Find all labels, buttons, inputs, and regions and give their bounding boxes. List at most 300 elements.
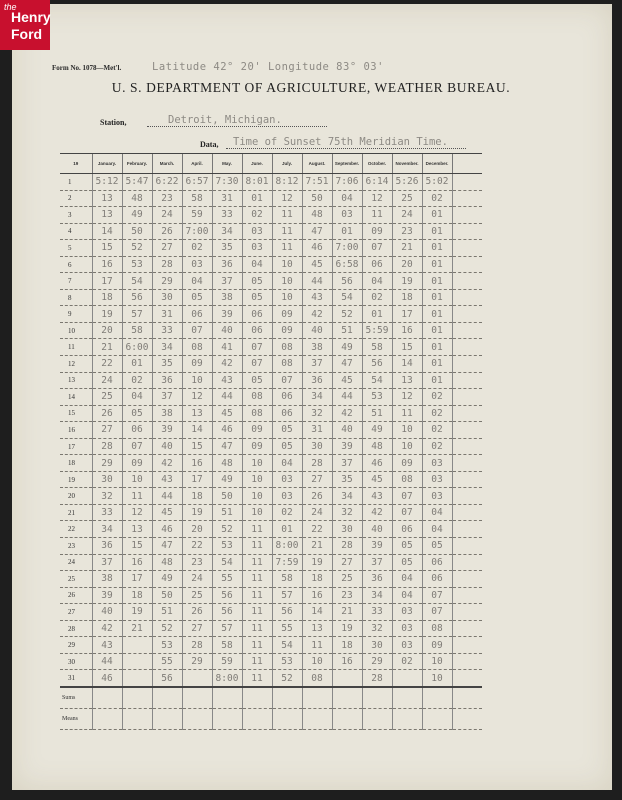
blank-cell: [362, 708, 392, 729]
table-cell: 06: [182, 306, 212, 323]
table-cell: 27: [182, 620, 212, 637]
table-cell: 42: [362, 504, 392, 521]
table-cell: 07: [182, 322, 212, 339]
table-cell: 03: [422, 471, 452, 488]
table-cell: 01: [422, 240, 452, 257]
table-row: [60, 604, 482, 621]
blank-cell: [452, 571, 482, 588]
table-cell: 5:26: [392, 174, 422, 191]
table-cell: 26: [152, 223, 182, 240]
table-cell: 18: [122, 587, 152, 604]
day-number: 26: [60, 587, 92, 604]
station-value: Detroit, Michigan.: [168, 114, 282, 126]
table-cell: 58: [362, 339, 392, 356]
table-row: [60, 538, 482, 555]
blank-cell: [122, 687, 152, 709]
table-cell: 10: [392, 438, 422, 455]
table-cell: 13: [92, 190, 122, 207]
table-cell: 33: [362, 604, 392, 621]
table-cell: 55: [152, 653, 182, 670]
table-row: [60, 471, 482, 488]
table-cell: 08: [272, 356, 302, 373]
table-cell: 54: [332, 289, 362, 306]
table-cell: 01: [242, 190, 272, 207]
table-cell: 02: [182, 240, 212, 257]
table-cell: 6:14: [362, 174, 392, 191]
table-cell: 14: [182, 422, 212, 439]
table-row: [60, 240, 482, 257]
table-cell: 08: [242, 405, 272, 422]
table-cell: 6:58: [332, 256, 362, 273]
table-cell: 22: [182, 538, 212, 555]
table-cell: 5:47: [122, 174, 152, 191]
table-cell: 38: [152, 405, 182, 422]
table-cell: 30: [302, 438, 332, 455]
table-cell: 47: [152, 538, 182, 555]
table-cell: 20: [392, 256, 422, 273]
table-cell: 05: [392, 554, 422, 571]
table-cell: 42: [152, 455, 182, 472]
table-cell: 37: [92, 554, 122, 571]
month-header: October.: [362, 154, 392, 174]
month-header: June.: [242, 154, 272, 174]
blank-cell: [452, 708, 482, 729]
table-cell: 01: [422, 306, 452, 323]
blank-cell: [272, 708, 302, 729]
blank-cell: [452, 438, 482, 455]
blank-cell: [272, 687, 302, 709]
table-cell: 25: [332, 571, 362, 588]
table-cell: 51: [362, 405, 392, 422]
table-cell: 08: [272, 339, 302, 356]
table-cell: 15: [122, 538, 152, 555]
table-cell: 11: [272, 223, 302, 240]
table-row: [60, 190, 482, 207]
table-cell: 7:30: [212, 174, 242, 191]
table-cell: 05: [242, 273, 272, 290]
table-cell: 19: [332, 620, 362, 637]
table-cell: 01: [422, 273, 452, 290]
table-cell: 31: [302, 422, 332, 439]
table-cell: 03: [422, 455, 452, 472]
table-cell: 29: [182, 653, 212, 670]
table-cell: 34: [362, 587, 392, 604]
table-cell: 23: [332, 587, 362, 604]
table-cell: 53: [362, 389, 392, 406]
table-cell: 06: [122, 422, 152, 439]
year-header: 19: [60, 154, 92, 174]
table-row: [60, 289, 482, 306]
table-cell: 40: [302, 322, 332, 339]
table-cell: 11: [362, 207, 392, 224]
table-cell: 48: [302, 207, 332, 224]
day-number: 6: [60, 256, 92, 273]
table-row: [60, 587, 482, 604]
table-cell: 37: [302, 356, 332, 373]
table-cell: 7:00: [182, 223, 212, 240]
table-cell: 07: [362, 240, 392, 257]
table-cell: 03: [242, 240, 272, 257]
blank-cell: [452, 422, 482, 439]
table-cell: 05: [392, 538, 422, 555]
table-cell: 09: [272, 322, 302, 339]
month-header: September.: [332, 154, 362, 174]
table-cell: 11: [242, 521, 272, 538]
table-cell: 39: [332, 438, 362, 455]
table-cell: 11: [242, 587, 272, 604]
table-cell: 09: [182, 356, 212, 373]
table-cell: 10: [242, 504, 272, 521]
table-cell: 02: [242, 207, 272, 224]
table-row: [60, 372, 482, 389]
day-number: 20: [60, 488, 92, 505]
form-number: Form No. 1078—Met'l.: [52, 64, 122, 72]
table-cell: 31: [152, 306, 182, 323]
blank-cell: [122, 708, 152, 729]
table-cell: 11: [272, 240, 302, 257]
table-cell: 16: [332, 653, 362, 670]
table-cell: 04: [362, 273, 392, 290]
table-cell: 24: [302, 504, 332, 521]
table-cell: 08: [422, 620, 452, 637]
table-cell: 45: [152, 504, 182, 521]
blank-cell: [452, 587, 482, 604]
page-title: U. S. DEPARTMENT OF AGRICULTURE, WEATHER BUREAU.: [111, 80, 511, 95]
table-cell: 27: [302, 471, 332, 488]
table-cell: 56: [122, 289, 152, 306]
blank-cell: [452, 289, 482, 306]
table-cell: 10: [272, 273, 302, 290]
table-cell: 36: [92, 538, 122, 555]
table-cell: 12: [272, 190, 302, 207]
table-cell: [332, 670, 362, 687]
day-number: 21: [60, 504, 92, 521]
table-cell: 17: [92, 273, 122, 290]
table-cell: 44: [302, 273, 332, 290]
day-number: 25: [60, 571, 92, 588]
table-cell: 46: [152, 521, 182, 538]
day-number: 1: [60, 174, 92, 191]
table-cell: 01: [422, 356, 452, 373]
table-cell: 41: [212, 339, 242, 356]
sums-row: [60, 687, 482, 709]
table-cell: 03: [182, 256, 212, 273]
table-cell: 04: [422, 504, 452, 521]
table-cell: 38: [92, 571, 122, 588]
table-cell: 49: [122, 207, 152, 224]
table-cell: 42: [332, 405, 362, 422]
data-label: Data,: [200, 140, 219, 149]
table-cell: 54: [272, 637, 302, 654]
table-cell: 05: [272, 438, 302, 455]
blank-cell: [452, 223, 482, 240]
blank-cell: [452, 455, 482, 472]
table-row: [60, 554, 482, 571]
table-cell: 5:02: [422, 174, 452, 191]
table-cell: 01: [422, 339, 452, 356]
blank-cell: [152, 708, 182, 729]
table-cell: 59: [182, 207, 212, 224]
table-cell: 19: [392, 273, 422, 290]
table-cell: 44: [332, 389, 362, 406]
blank-cell: [92, 687, 122, 709]
table-cell: 16: [392, 322, 422, 339]
table-cell: 48: [212, 455, 242, 472]
table-cell: 16: [302, 587, 332, 604]
table-cell: 30: [332, 521, 362, 538]
table-cell: 11: [392, 405, 422, 422]
station-label: Station,: [100, 118, 127, 127]
table-cell: 04: [182, 273, 212, 290]
blank-cell: [152, 687, 182, 709]
table-cell: 16: [92, 256, 122, 273]
table-cell: 09: [122, 455, 152, 472]
blank-cell: [332, 708, 362, 729]
blank-cell: [302, 708, 332, 729]
table-cell: 51: [212, 504, 242, 521]
table-cell: 04: [122, 389, 152, 406]
table-cell: 02: [362, 289, 392, 306]
table-cell: 35: [212, 240, 242, 257]
day-number: 9: [60, 306, 92, 323]
day-number: 27: [60, 604, 92, 621]
table-cell: 11: [242, 604, 272, 621]
table-cell: [122, 637, 152, 654]
table-cell: 55: [212, 571, 242, 588]
table-cell: 11: [242, 620, 272, 637]
table-cell: 42: [302, 306, 332, 323]
table-cell: 7:06: [332, 174, 362, 191]
table-cell: 57: [122, 306, 152, 323]
table-cell: 56: [332, 273, 362, 290]
table-row: [60, 620, 482, 637]
table-cell: 30: [152, 289, 182, 306]
table-cell: 32: [92, 488, 122, 505]
table-cell: 33: [212, 207, 242, 224]
table-cell: 28: [182, 637, 212, 654]
table-cell: 52: [332, 306, 362, 323]
day-number: 12: [60, 356, 92, 373]
table-cell: 02: [422, 438, 452, 455]
day-number: 30: [60, 653, 92, 670]
table-cell: 06: [392, 521, 422, 538]
table-cell: 10: [392, 422, 422, 439]
table-cell: 27: [332, 554, 362, 571]
table-cell: 33: [152, 322, 182, 339]
table-row: [60, 174, 482, 191]
table-cell: 8:12: [272, 174, 302, 191]
table-cell: 59: [212, 653, 242, 670]
table-cell: 56: [212, 604, 242, 621]
data-value: Time of Sunset 75th Meridian Time.: [233, 136, 448, 148]
table-cell: 58: [212, 637, 242, 654]
table-cell: 01: [272, 521, 302, 538]
table-cell: 47: [302, 223, 332, 240]
table-cell: 33: [92, 504, 122, 521]
table-cell: 52: [122, 240, 152, 257]
table-cell: 03: [422, 488, 452, 505]
table-cell: 40: [152, 438, 182, 455]
table-cell: 11: [242, 653, 272, 670]
table-cell: 49: [332, 339, 362, 356]
table-cell: 35: [152, 356, 182, 373]
month-header: February.: [122, 154, 152, 174]
day-number: 28: [60, 620, 92, 637]
table-cell: 43: [92, 637, 122, 654]
table-cell: 01: [422, 256, 452, 273]
table-cell: 36: [362, 571, 392, 588]
table-row: [60, 256, 482, 273]
table-cell: 18: [302, 571, 332, 588]
table-cell: 52: [152, 620, 182, 637]
table-cell: 30: [92, 471, 122, 488]
table-cell: 19: [92, 306, 122, 323]
table-cell: 05: [122, 405, 152, 422]
day-number: 3: [60, 207, 92, 224]
day-number: 4: [60, 223, 92, 240]
day-number: 8: [60, 289, 92, 306]
table-cell: 50: [302, 190, 332, 207]
table-row: [60, 306, 482, 323]
table-cell: 50: [152, 587, 182, 604]
table-cell: 45: [332, 372, 362, 389]
table-cell: 08: [392, 471, 422, 488]
table-cell: 09: [362, 223, 392, 240]
table-row: [60, 521, 482, 538]
table-cell: 24: [392, 207, 422, 224]
blank-cell: [452, 521, 482, 538]
table-cell: 02: [422, 389, 452, 406]
table-cell: 38: [212, 289, 242, 306]
table-cell: 39: [212, 306, 242, 323]
table-cell: 42: [212, 356, 242, 373]
table-cell: 01: [422, 289, 452, 306]
table-cell: 50: [212, 488, 242, 505]
table-cell: 47: [212, 438, 242, 455]
table-cell: 52: [212, 521, 242, 538]
table-cell: 01: [422, 207, 452, 224]
table-cell: 21: [122, 620, 152, 637]
table-cell: 42: [92, 620, 122, 637]
table-cell: 43: [362, 488, 392, 505]
table-cell: 06: [422, 554, 452, 571]
blank-header: [452, 154, 482, 174]
station-underline: [147, 126, 327, 127]
table-cell: 48: [362, 438, 392, 455]
table-cell: 23: [182, 554, 212, 571]
table-cell: 02: [122, 372, 152, 389]
day-number: 5: [60, 240, 92, 257]
blank-cell: [452, 488, 482, 505]
table-cell: 04: [422, 521, 452, 538]
table-row: [60, 223, 482, 240]
table-cell: [392, 670, 422, 687]
table-cell: 20: [182, 521, 212, 538]
table-cell: 12: [182, 389, 212, 406]
table-cell: 51: [152, 604, 182, 621]
blank-cell: [242, 708, 272, 729]
blank-cell: [92, 708, 122, 729]
blank-cell: [452, 604, 482, 621]
table-row: [60, 207, 482, 224]
table-cell: 09: [422, 637, 452, 654]
blank-cell: [452, 389, 482, 406]
table-cell: 5:59: [362, 322, 392, 339]
table-cell: 54: [122, 273, 152, 290]
logo-henry: Henry: [11, 9, 51, 25]
table-cell: 02: [422, 190, 452, 207]
table-cell: 49: [212, 471, 242, 488]
table-cell: 11: [122, 488, 152, 505]
day-number: 7: [60, 273, 92, 290]
table-cell: 02: [392, 653, 422, 670]
table-cell: 28: [152, 256, 182, 273]
table-cell: 07: [392, 488, 422, 505]
table-cell: 28: [92, 438, 122, 455]
table-cell: 46: [212, 422, 242, 439]
table-cell: 01: [422, 322, 452, 339]
table-cell: 09: [272, 306, 302, 323]
table-cell: 24: [92, 372, 122, 389]
table-cell: 38: [302, 339, 332, 356]
means-label: Means: [60, 708, 92, 729]
table-row: [60, 438, 482, 455]
table-cell: 43: [212, 372, 242, 389]
blank-cell: [302, 687, 332, 709]
day-number: 31: [60, 670, 92, 687]
table-cell: 19: [182, 504, 212, 521]
table-cell: 6:00: [122, 339, 152, 356]
table-cell: 7:59: [272, 554, 302, 571]
blank-cell: [452, 620, 482, 637]
table-cell: 14: [92, 223, 122, 240]
blank-cell: [392, 708, 422, 729]
table-row: [60, 455, 482, 472]
table-cell: 34: [92, 521, 122, 538]
means-row: [60, 708, 482, 729]
table-cell: 01: [422, 372, 452, 389]
table-body: [60, 174, 482, 730]
table-row: [60, 653, 482, 670]
blank-cell: [452, 405, 482, 422]
blank-cell: [212, 687, 242, 709]
table-cell: 18: [392, 289, 422, 306]
table-cell: 36: [302, 372, 332, 389]
table-cell: 15: [392, 339, 422, 356]
table-cell: 10: [302, 653, 332, 670]
table-cell: 5:12: [92, 174, 122, 191]
table-cell: 36: [212, 256, 242, 273]
table-cell: 10: [272, 289, 302, 306]
table-cell: 06: [272, 405, 302, 422]
blank-cell: [452, 306, 482, 323]
table-cell: [182, 670, 212, 687]
table-cell: 08: [182, 339, 212, 356]
blank-cell: [452, 538, 482, 555]
table-cell: 26: [182, 604, 212, 621]
blank-cell: [452, 207, 482, 224]
table-cell: 45: [212, 405, 242, 422]
table-row: [60, 322, 482, 339]
table-cell: 07: [422, 604, 452, 621]
month-header: March.: [152, 154, 182, 174]
table-cell: 36: [152, 372, 182, 389]
logo-ford: Ford: [11, 26, 43, 42]
blank-cell: [452, 356, 482, 373]
table-cell: 25: [92, 389, 122, 406]
day-number: 16: [60, 422, 92, 439]
blank-cell: [452, 653, 482, 670]
